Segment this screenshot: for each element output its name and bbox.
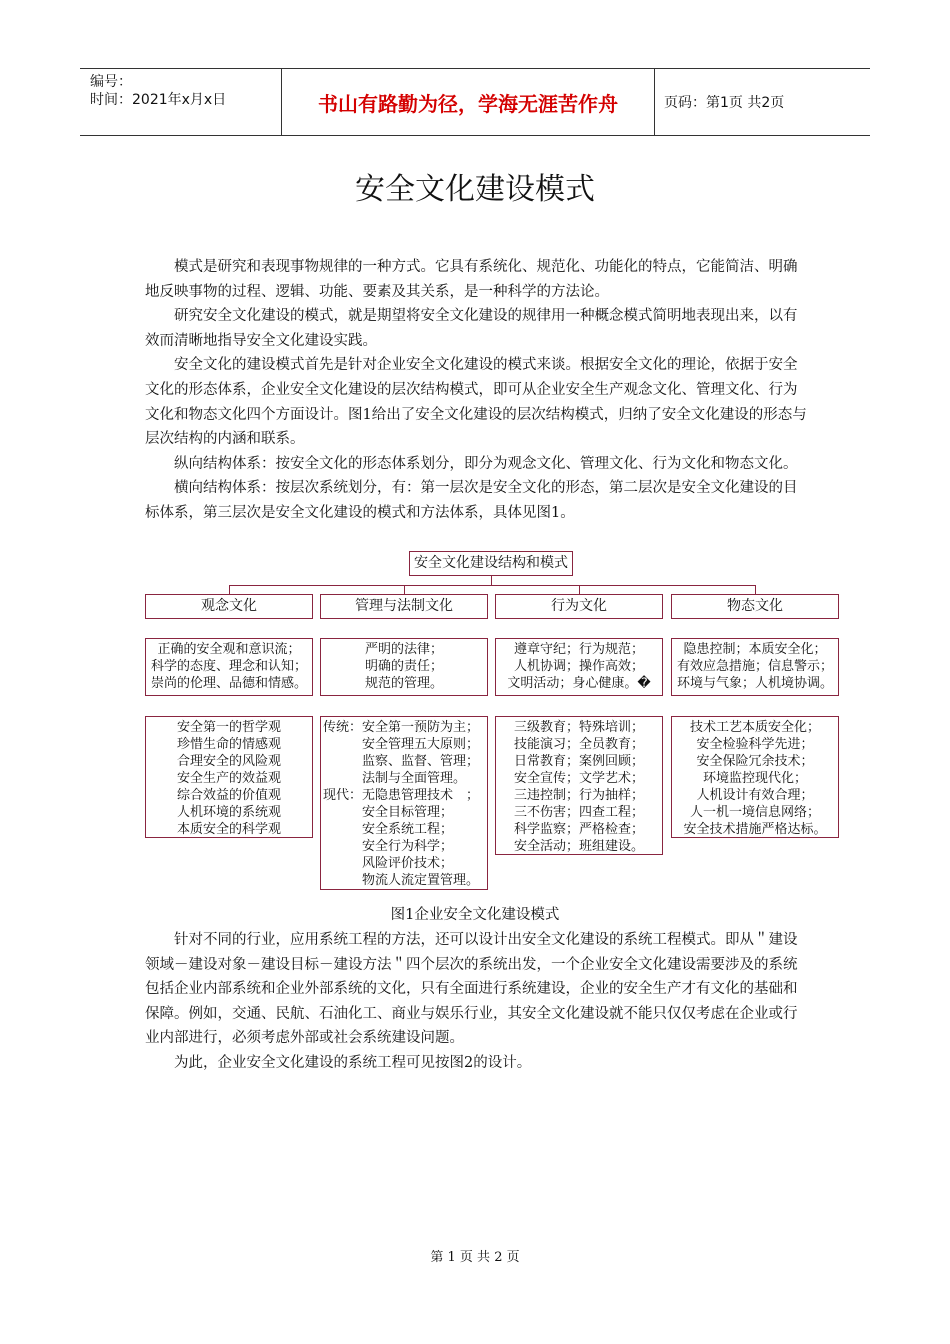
- diagram-root: [409, 551, 573, 576]
- paragraph: 研究安全文化建设的模式，就是期望将安全文化建设的规律用一种概念模式简明地表现出来，以有效而清晰地指导安全文化建设实践。: [145, 308, 798, 349]
- date-label: 时间：2021年x月x日: [90, 92, 227, 108]
- goal-box-concept: [145, 638, 313, 696]
- method-item: 三违控制；行为抽样；: [513, 788, 644, 803]
- method-item: 物流人流定置管理。: [323, 873, 480, 888]
- goal-item: 人机协调；操作高效；: [513, 659, 644, 674]
- body-text: [145, 255, 810, 526]
- method-item: 现代：无隐患管理技术 ；: [323, 788, 480, 803]
- header-motto: 书山有路勤为径，学海无涯苦作舟: [282, 69, 655, 135]
- column-head-behavior: [495, 594, 663, 619]
- method-item: 本质安全的科学观: [176, 822, 281, 837]
- connector-root-down: [491, 576, 492, 585]
- method-item: 人机设计有效合理；: [696, 788, 814, 803]
- paragraph: 横向结构体系：按层次系统划分，有：第一层次是安全文化的形态，第二层次是安全文化建设的目标体系，第三层次是安全文化建设的模式和方法体系，具体见图1。: [145, 480, 798, 521]
- method-item: 环境监控现代化；: [702, 771, 807, 786]
- goal-item: 明确的责任；: [364, 659, 443, 674]
- method-item: 珍惜生命的情感观: [176, 737, 281, 752]
- paragraph: 为此，企业安全文化建设的系统工程可见按图2的设计。: [174, 1054, 532, 1071]
- column-head-concept: [145, 594, 313, 619]
- header-page-label: 页码：第1页 共2页: [664, 95, 785, 111]
- column-head-material: [671, 594, 839, 619]
- connector-col4: [755, 585, 756, 594]
- column-head-label: 观念文化: [201, 598, 257, 614]
- column-head-label: 管理与法制文化: [355, 598, 453, 614]
- method-item: 安全生产的效益观: [176, 771, 281, 786]
- method-item: 安全活动；班组建设。: [513, 839, 644, 854]
- method-item: 安全第一的哲学观: [176, 720, 281, 735]
- method-item: 安全目标管理；: [323, 805, 454, 820]
- method-item: 安全宣传；文学艺术；: [513, 771, 644, 786]
- header-meta: [80, 69, 282, 135]
- goal-box-material: [671, 638, 839, 696]
- connector-col3: [579, 585, 580, 594]
- goal-item: 有效应急措施；信息警示；: [676, 659, 833, 674]
- method-box-behavior: [495, 716, 663, 855]
- goal-item: 严明的法律；: [364, 642, 443, 657]
- method-item: 风险评价技术；: [323, 856, 454, 871]
- method-item: 传统：安全第一预防为主；: [323, 720, 480, 735]
- column-head-label: 物态文化: [727, 598, 783, 614]
- method-item: 安全技术措施严格达标。: [683, 822, 827, 837]
- method-item: 人一机一境信息网络；: [689, 805, 820, 820]
- page-header: [80, 68, 870, 136]
- goal-item: 环境与气象；人机境协调。: [676, 676, 833, 691]
- paragraph: 针对不同的行业，应用系统工程的方法，还可以设计出安全文化建设的系统工程模式。即从＂建设领域－建设对象－建设目标－建设方法＂四个层次的系统出发，一个企业安全文化建设需要涉及的系统包括企业内部系统和企业外部系统的文化，只有全面进行系统建设，企业的安全生产才有文化的基础和保障。例如，交通、民航、石油化工、商业与娱乐行业，其安全文化建设就不能只仅仅考虑在企业或行业内部进行，必须考虑外部或社会系统建设问题。: [145, 932, 798, 1047]
- paragraph: 模式是研究和表现事物规律的一种方式。它具有系统化、规范化、功能化的特点，它能简洁、明确地反映事物的过程、逻辑、功能、要素及其关系，是一种科学的方法论。: [145, 259, 798, 300]
- method-item: 三不伤害；四查工程；: [513, 805, 644, 820]
- document-title: 安全文化建设模式: [355, 172, 595, 207]
- goal-item: 正确的安全观和意识流；: [157, 642, 301, 657]
- method-box-concept: [145, 716, 313, 838]
- paragraph: 纵向结构体系：按安全文化的形态体系划分，即分为观念文化、管理文化、行为文化和物态文化。: [174, 455, 798, 472]
- method-item: 三级教育；特殊培训；: [513, 720, 644, 735]
- goal-box-management: [320, 638, 488, 696]
- goal-item: 文明活动；身心健康。�: [507, 676, 651, 691]
- page-footer: 第 1 页 共 2 页: [430, 1250, 520, 1265]
- method-item: 合理安全的风险观: [176, 754, 281, 769]
- serial-label: 编号：: [90, 74, 132, 90]
- method-item: 日常教育；案例回顾；: [513, 754, 644, 769]
- goal-item: 遵章守纪；行为规范；: [513, 642, 644, 657]
- column-head-management: [320, 594, 488, 619]
- method-item: 技能演习；全员教育；: [513, 737, 644, 752]
- method-item: 监察、监督、管理；: [323, 754, 480, 769]
- body-text-continued: [145, 928, 810, 1076]
- goal-item: 规范的管理。: [364, 676, 443, 691]
- method-item: 安全管理五大原则；: [323, 737, 480, 752]
- method-item: 法制与全面管理。: [323, 771, 467, 786]
- structure-diagram: [140, 551, 845, 896]
- connector-horizontal: [229, 585, 755, 586]
- goal-box-behavior: [495, 638, 663, 696]
- method-item: 人机环境的系统观: [176, 805, 281, 820]
- method-item: 技术工艺本质安全化；: [689, 720, 820, 735]
- connector-col1: [229, 585, 230, 594]
- method-item: 综合效益的价值观: [176, 788, 281, 803]
- figure-caption: 图1企业安全文化建设模式: [390, 907, 560, 923]
- method-item: 安全检验科学先进；: [696, 737, 814, 752]
- method-item: 安全行为科学；: [323, 839, 454, 854]
- goal-item: 隐患控制；本质安全化；: [683, 642, 827, 657]
- diagram-root-label: 安全文化建设结构和模式: [414, 555, 568, 571]
- method-item: 安全保险冗余技术；: [696, 754, 814, 769]
- goal-item: 科学的态度、理念和认知；: [150, 659, 307, 674]
- goal-item: 崇尚的伦理、品德和情感。: [150, 676, 307, 691]
- method-item: 安全系统工程；: [323, 822, 454, 837]
- method-box-management: [320, 716, 488, 890]
- method-item: 科学监察；严格检查；: [513, 822, 644, 837]
- column-head-label: 行为文化: [551, 598, 607, 614]
- method-box-material: [671, 716, 839, 838]
- connector-col2: [404, 585, 405, 594]
- paragraph: 安全文化的建设模式首先是针对企业安全文化建设的模式来谈。根据安全文化的理论，依据于安全文化的形态体系，企业安全文化建设的层次结构模式，即可从企业安全生产观念文化、管理文化、行为文化和物态文化四个方面设计。图1给出了安全文化建设的层次结构模式，归纳了安全文化建设的形态与层次结构的内涵和联系。: [145, 357, 807, 448]
